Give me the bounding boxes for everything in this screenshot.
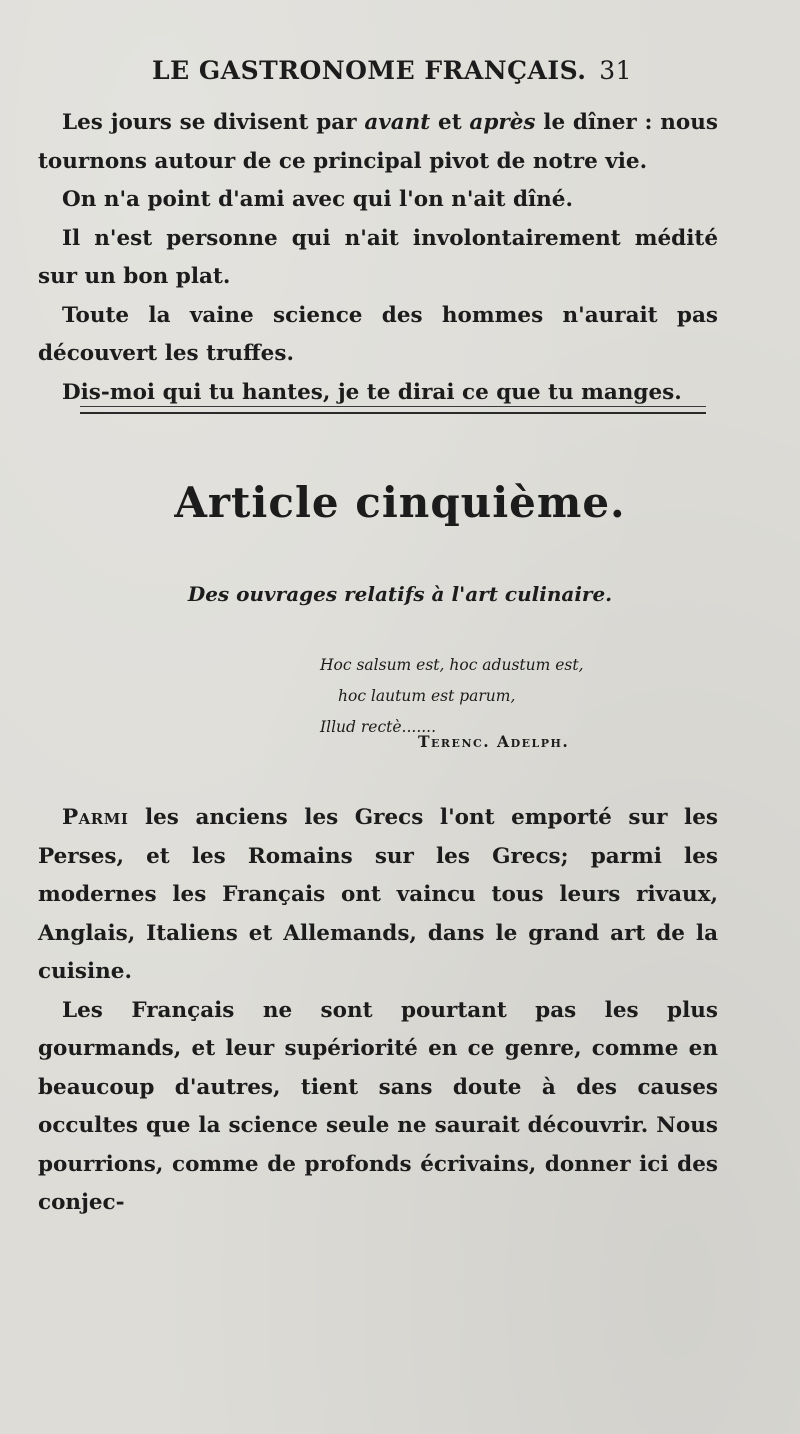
maxims-block — [38, 104, 718, 412]
emphasis-avant: avant — [364, 110, 431, 135]
epigraph — [320, 650, 680, 743]
page-number: 31 — [599, 56, 632, 85]
paragraph: Les Français ne sont pourtant pas les plus gourmands, et leur supériorité en ce genre, comme en beaucoup d'autres, tient sans doute à des causes occultes que la science seule ne saurait découvrir. Nous pourrions, comme de profonds écrivains, donner ici des conjec- — [38, 997, 718, 1215]
first-word: Parmi — [62, 805, 129, 830]
emphasis-apres: après — [469, 110, 536, 135]
epigraph-line: Illud rectè....... — [320, 718, 437, 736]
running-header — [152, 56, 632, 96]
paragraph: Dis-moi qui tu hantes, je te dirai ce que tu manges. — [62, 379, 682, 405]
epigraph-source: Terenc. Adelph. — [418, 732, 570, 751]
paragraph: Il n'est personne qui n'ait involontairement médité sur un bon plat. — [38, 225, 718, 289]
article-subtitle: Des ouvrages relatifs à l'art culinaire. — [187, 582, 613, 606]
epigraph-line: hoc lautum est parum, — [338, 687, 516, 705]
epigraph-line: Hoc salsum est, hoc adustum est, — [320, 656, 584, 674]
paragraph: Parmi les anciens les Grecs l'ont emporté sur les Perses, et les Romains sur les Grecs; parmi les modernes les Français ont vaincu tous leurs rivaux, Anglais, Italiens et Allemands, dans le grand art de la cuisine. — [38, 805, 718, 984]
article-body — [38, 799, 718, 1223]
section-divider — [80, 406, 706, 414]
article-title: Article cinquième. — [174, 478, 626, 527]
paragraph: On n'a point d'ami avec qui l'on n'ait dîné. — [62, 187, 573, 212]
paragraph: Les jours se divisent par avant et après le dîner : nous tournons autour de ce principal pivot de notre vie. — [38, 110, 718, 174]
running-title: LE GASTRONOME FRANÇAIS. — [152, 56, 587, 85]
paragraph: Toute la vaine science des hommes n'aurait pas découvert les truffes. — [38, 302, 718, 366]
